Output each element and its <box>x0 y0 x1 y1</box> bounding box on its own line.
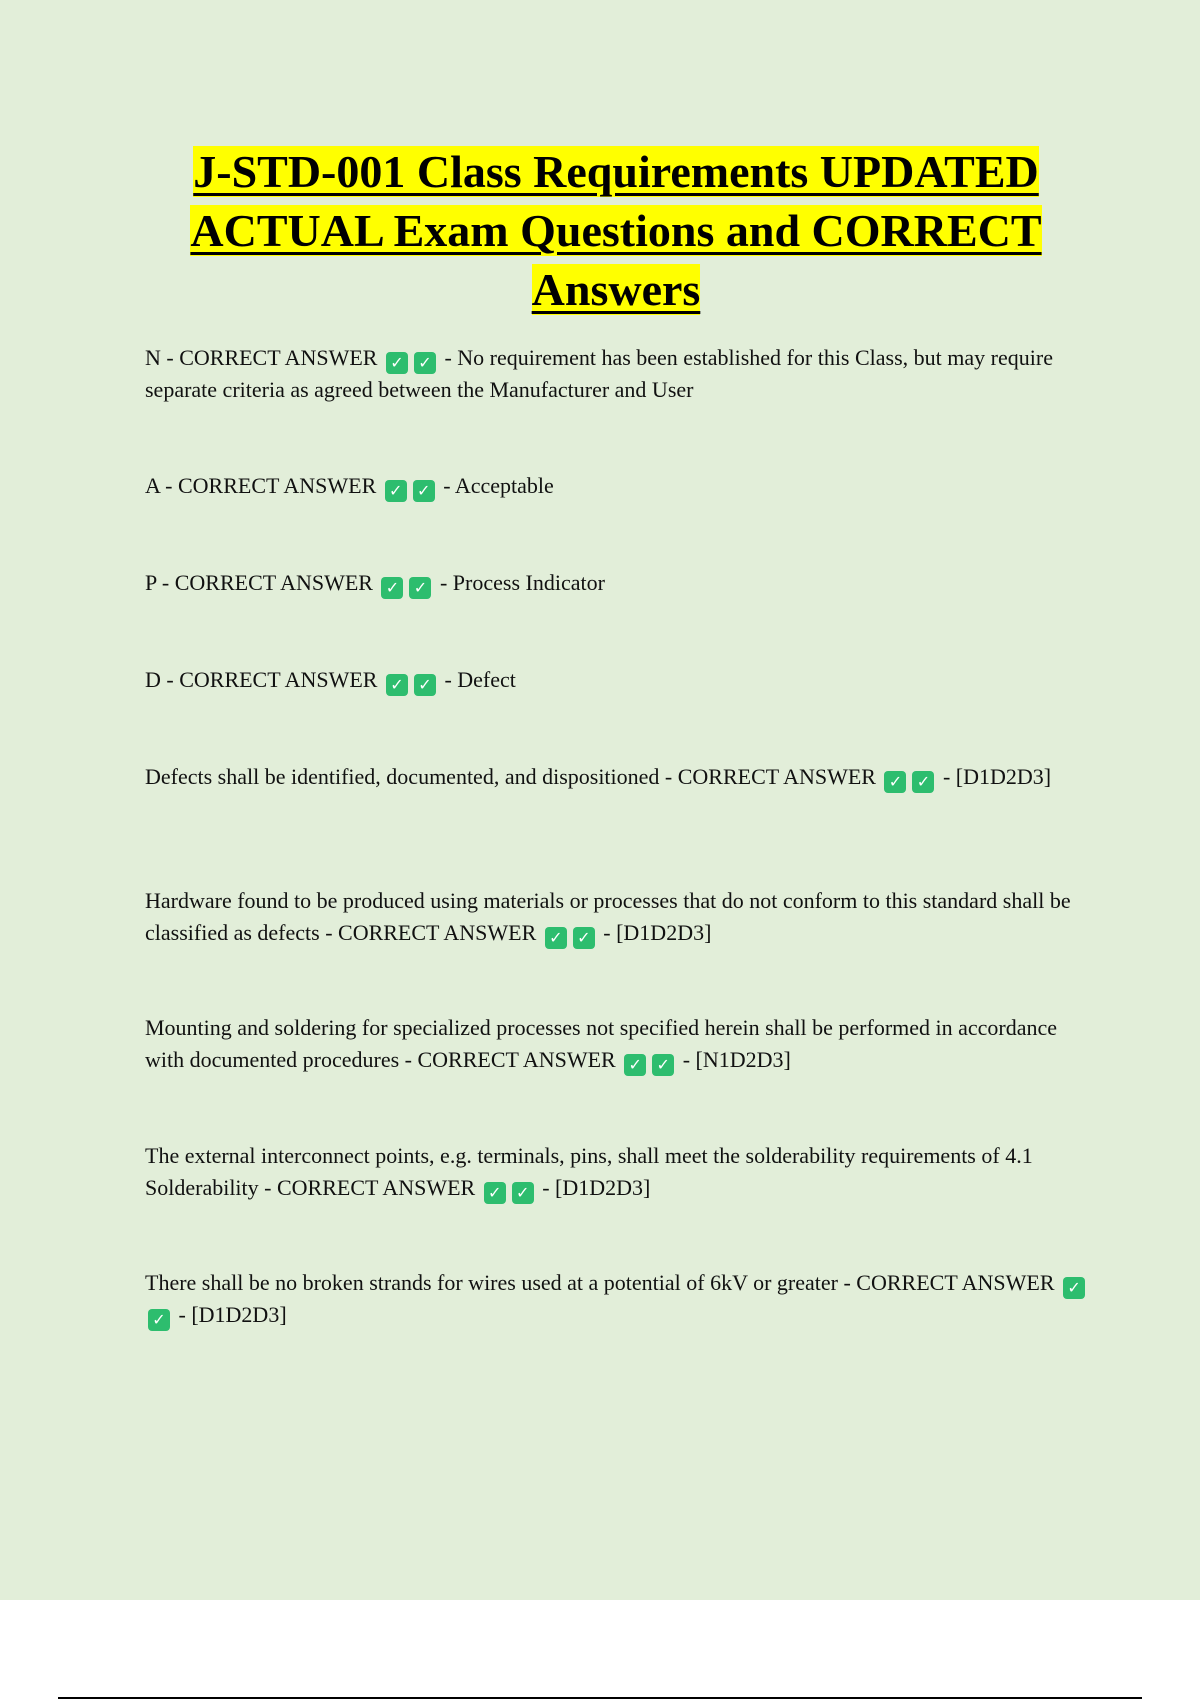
check-mark-icon: ✓ <box>484 1182 506 1204</box>
answer-text: - Process Indicator <box>439 570 605 595</box>
qa-item <box>145 761 1095 793</box>
question-text: D - CORRECT ANSWER <box>145 667 378 692</box>
qa-item <box>145 342 1095 406</box>
check-mark-icon: ✓ <box>148 1309 170 1331</box>
qa-item <box>145 885 1095 949</box>
footer-divider <box>58 1697 1142 1699</box>
question-text: There shall be no broken strands for wires used at a potential of 6kV or greater - CORRECT ANSWER <box>145 1270 1055 1295</box>
question-text: N - CORRECT ANSWER <box>145 345 378 370</box>
title-block <box>140 142 1092 319</box>
page-title: J-STD-001 Class Requirements UPDATED ACTUAL Exam Questions and CORRECT Answers <box>190 146 1042 315</box>
answer-text: - [D1D2D3] <box>603 920 712 945</box>
answer-text: - Defect <box>444 667 516 692</box>
check-mark-icon: ✓ <box>884 771 906 793</box>
question-text: Defects shall be identified, documented, and dispositioned - CORRECT ANSWER <box>145 764 876 789</box>
qa-item <box>145 470 1095 502</box>
check-mark-icon: ✓ <box>413 480 435 502</box>
check-mark-icon: ✓ <box>624 1054 646 1076</box>
answer-text: - [D1D2D3] <box>942 764 1052 789</box>
check-mark-icon: ✓ <box>652 1054 674 1076</box>
check-mark-icon: ✓ <box>409 577 431 599</box>
question-text: Mounting and soldering for specialized processes not specified herein shall be performed in accordance with documented procedures - CORRECT ANSWER <box>145 1015 1058 1072</box>
qa-item <box>145 1267 1095 1331</box>
question-text: P - CORRECT ANSWER <box>145 570 373 595</box>
answer-text: - No requirement has been established for this Class, but may require separate criteria as agreed between the Manufacturer and User <box>145 345 1053 402</box>
check-mark-icon: ✓ <box>414 674 436 696</box>
question-text: Hardware found to be produced using materials or processes that do not conform to this standard shall be classified as defects - CORRECT ANSWER <box>145 888 1071 945</box>
answer-text: - [N1D2D3] <box>682 1047 791 1072</box>
check-mark-icon: ✓ <box>545 927 567 949</box>
qa-item <box>145 567 1095 599</box>
check-mark-icon: ✓ <box>386 352 408 374</box>
check-mark-icon: ✓ <box>381 577 403 599</box>
qa-item <box>145 1140 1095 1204</box>
answer-text: - [D1D2D3] <box>178 1302 287 1327</box>
qa-item <box>145 1012 1095 1076</box>
answer-text: - [D1D2D3] <box>542 1175 651 1200</box>
answer-text: - Acceptable <box>443 473 554 498</box>
question-text: The external interconnect points, e.g. terminals, pins, shall meet the solderability requirements of 4.1 Solderability - CORRECT ANSWER <box>145 1143 1033 1200</box>
question-text: A - CORRECT ANSWER <box>145 473 377 498</box>
qa-item <box>145 664 1095 696</box>
check-mark-icon: ✓ <box>573 927 595 949</box>
check-mark-icon: ✓ <box>386 674 408 696</box>
check-mark-icon: ✓ <box>385 480 407 502</box>
check-mark-icon: ✓ <box>1063 1277 1085 1299</box>
check-mark-icon: ✓ <box>512 1182 534 1204</box>
check-mark-icon: ✓ <box>414 352 436 374</box>
check-mark-icon: ✓ <box>912 771 934 793</box>
